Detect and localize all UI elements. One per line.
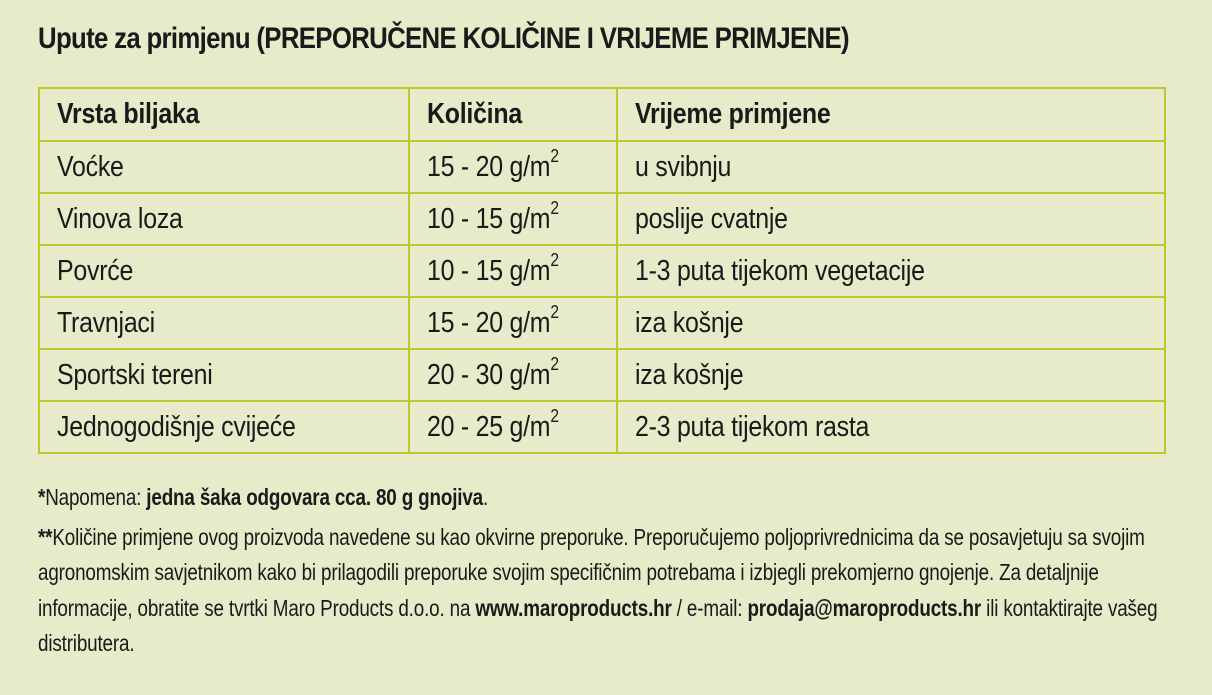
note-disclaimer: **Količine primjene ovog proizvoda navedene su kao okvirne preporuke. Preporučujemo poljoprivrednicima da se posavjetuju sa svojim agronomskim savjetnikom kako bi prilagodili preporuke svojim specifičnim potrebama i izbjegli prekomjerno gnojenje. Za detaljnije informacije, obratite se tvrtki Maro Products d.o.o. na www.maroproducts.hr / e-mail: prodaja@maroproducts.hr ili kontaktirajte vašeg distributera.	[38, 523, 1158, 656]
plant-cell: Povrće	[39, 245, 409, 297]
plant-cell: Jednogodišnje cvijeće	[39, 401, 409, 453]
table-header-row	[39, 88, 1165, 141]
table-row	[39, 141, 1165, 193]
time-cell: 2-3 puta tijekom rasta	[617, 401, 1165, 453]
amount-cell: 15 - 20 $g/m^2$	[409, 297, 617, 349]
table-row	[39, 401, 1165, 453]
email-link[interactable]: prodaja@maroproducts.hr	[747, 594, 982, 621]
table-row	[39, 193, 1165, 245]
plant-cell: Sportski tereni	[39, 349, 409, 401]
time-cell: iza košnje	[617, 297, 1165, 349]
amount-cell: 15 - 20 $g/m^2$	[409, 141, 617, 193]
amount-cell: 10 - 15 $g/m^2$	[409, 245, 617, 297]
time-cell: 1-3 puta tijekom vegetacije	[617, 245, 1165, 297]
header-plant-type: Vrsta biljaka	[39, 88, 409, 141]
amount-cell: 20 - 30 $g/m^2$	[409, 349, 617, 401]
table-row	[39, 349, 1165, 401]
plant-cell: Voćke	[39, 141, 409, 193]
website-link[interactable]: www.maroproducts.hr	[475, 594, 672, 621]
header-application-time: Vrijeme primjene	[617, 88, 1165, 141]
application-table	[38, 87, 1166, 454]
plant-cell: Vinova loza	[39, 193, 409, 245]
amount-cell: 10 - 15 $g/m^2$	[409, 193, 617, 245]
time-cell: poslije cvatnje	[617, 193, 1165, 245]
header-amount: Količina	[409, 88, 617, 141]
amount-cell: 20 - 25 $g/m^2$	[409, 401, 617, 453]
plant-cell: Travnjaci	[39, 297, 409, 349]
table-row	[39, 245, 1165, 297]
time-cell: u svibnju	[617, 141, 1165, 193]
footnotes	[38, 480, 1170, 662]
page-title: Upute za primjenu (PREPORUČENE KOLIČINE I VRIJEME PRIMJENE)	[38, 22, 849, 55]
note-handful: *Napomena: jedna šaka odgovara cca. 80 g gnojiva.	[38, 484, 489, 510]
table-row	[39, 297, 1165, 349]
time-cell: iza košnje	[617, 349, 1165, 401]
